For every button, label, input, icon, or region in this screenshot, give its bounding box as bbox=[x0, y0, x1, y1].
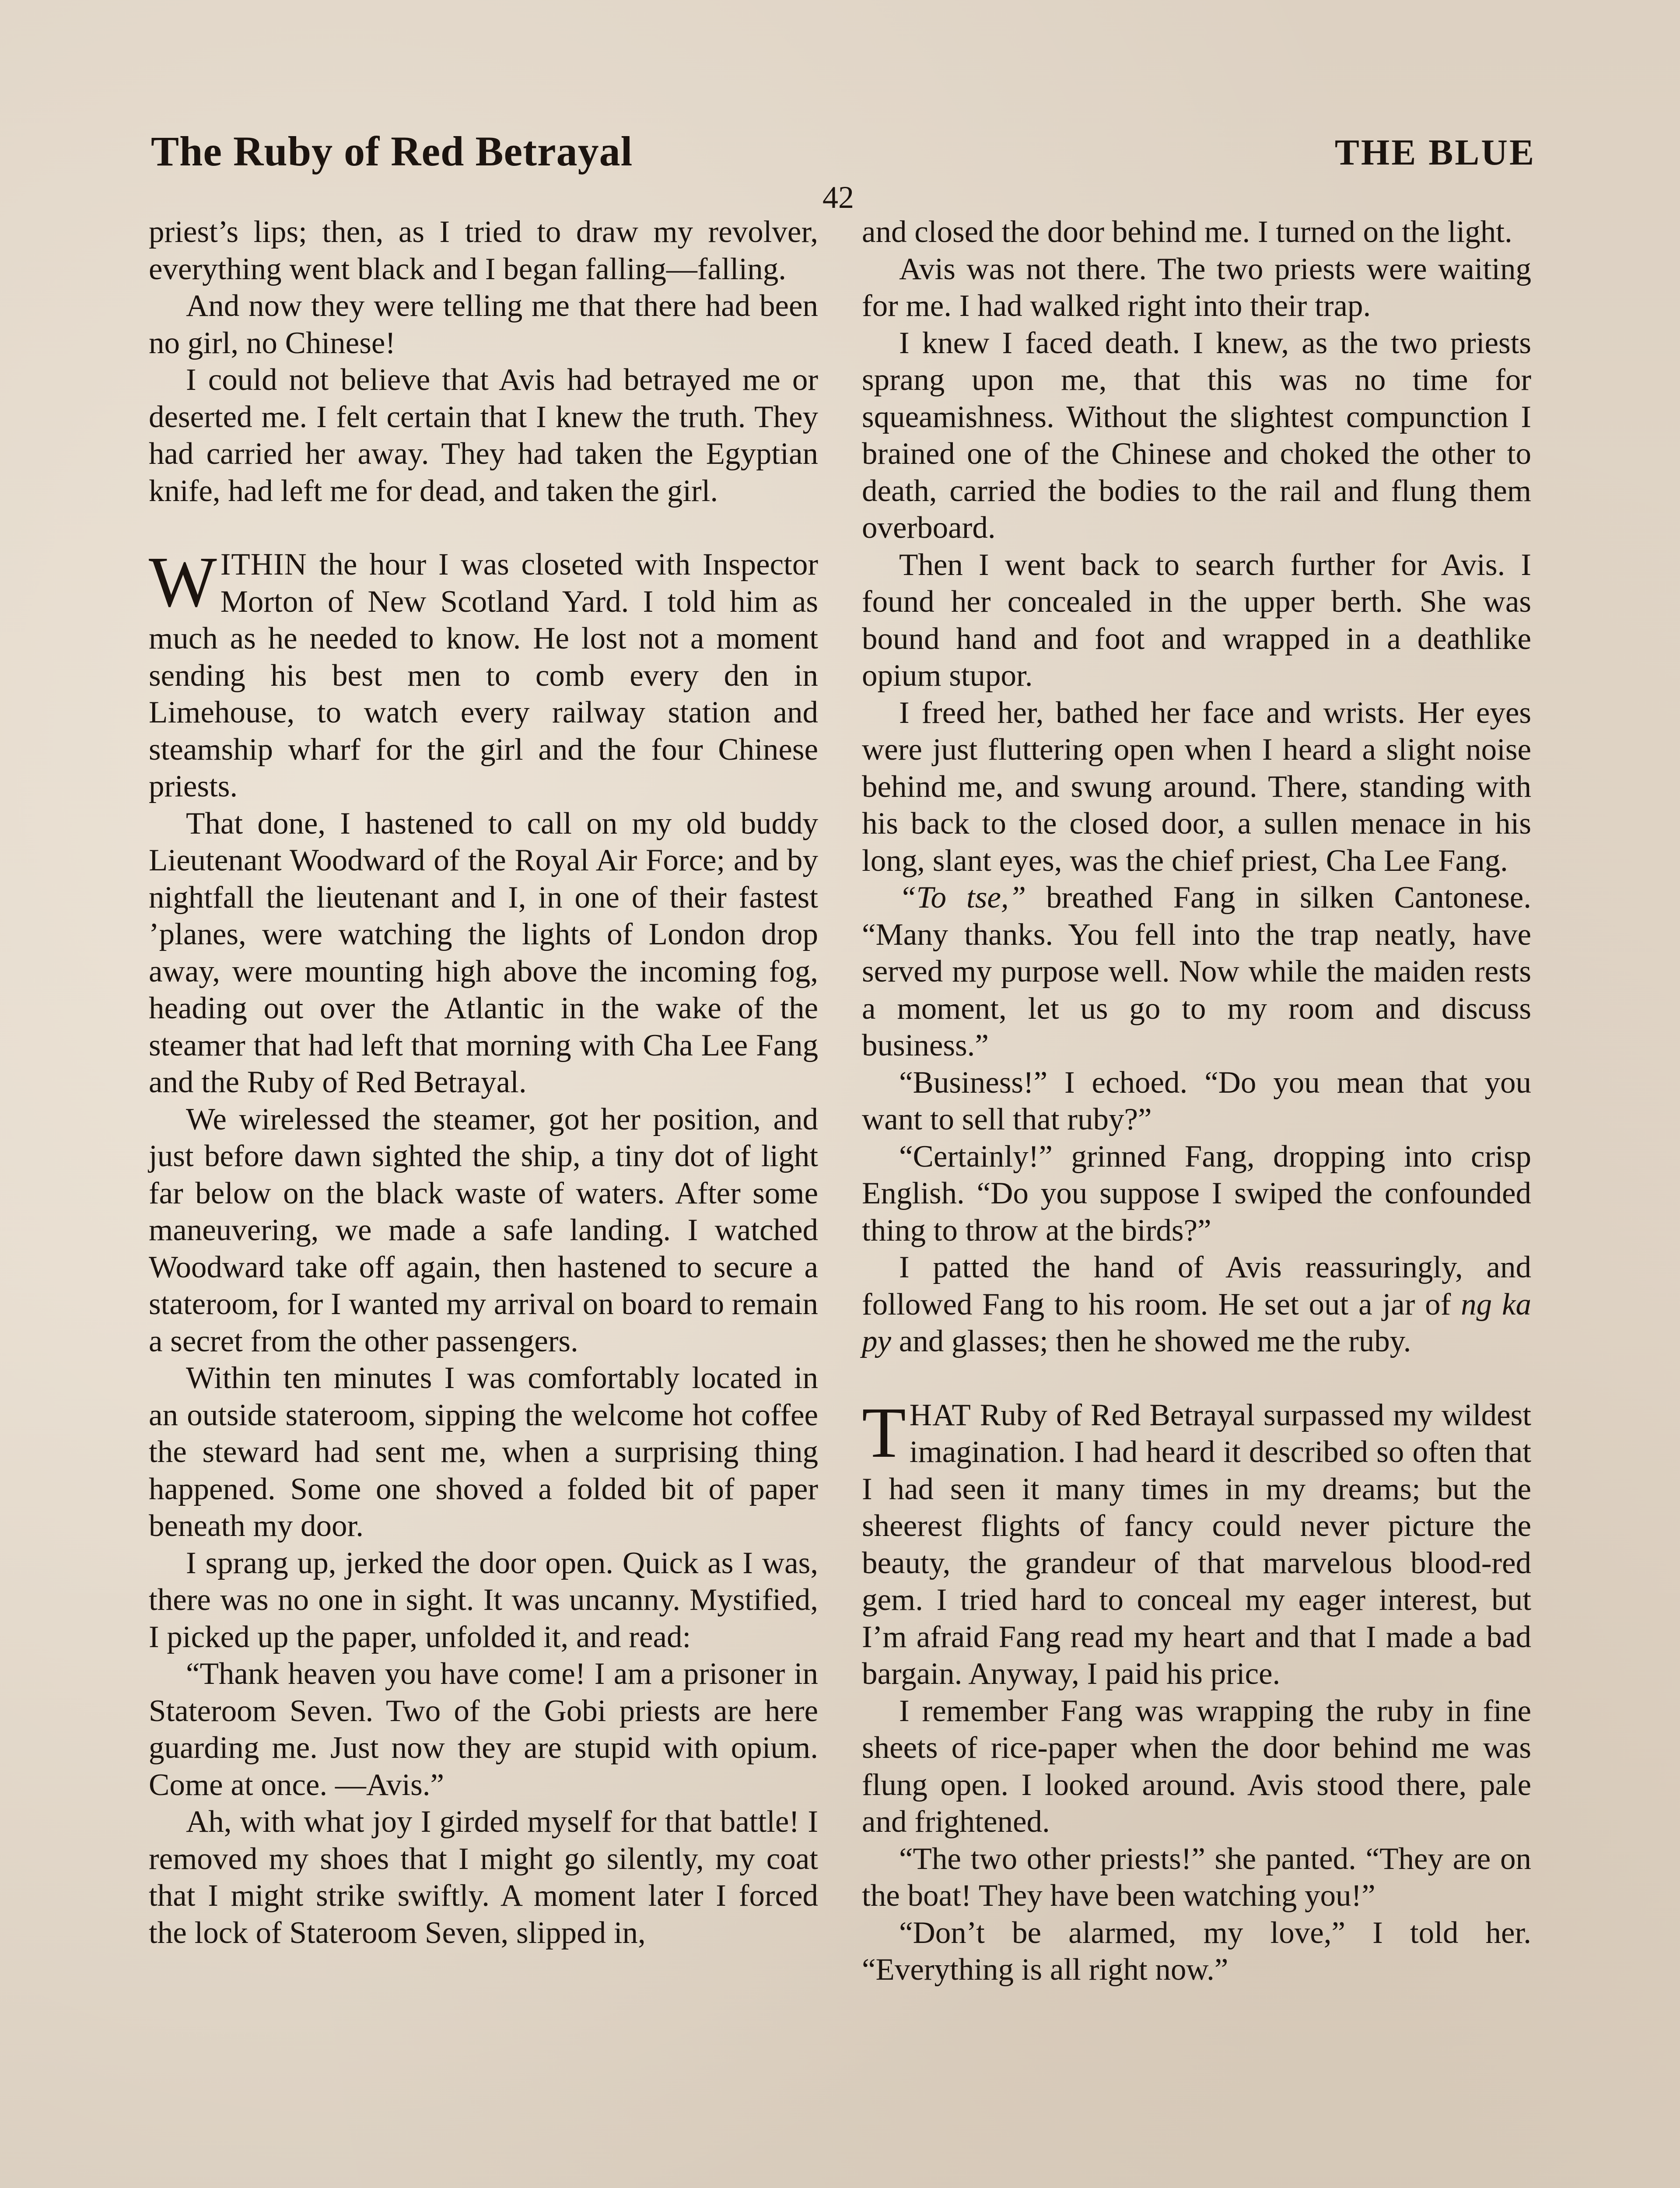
italic-phrase: ng ka py bbox=[862, 1287, 1532, 1358]
paragraph: “Thank heaven you have come! I am a prisoner in Stateroom Seven. Two of the Gobi priests are here guarding me. Just now they are stupid with opium. Come at once. —Avis.” bbox=[149, 1657, 818, 1802]
lead-in-caps: ITHIN bbox=[220, 547, 307, 582]
story-title: The Ruby of Red Betrayal bbox=[151, 128, 633, 175]
paragraph-text: I patted the hand of Avis reassuringly, and followed Fang to his room. He set out a jar of bbox=[862, 1250, 1531, 1322]
paragraph: Avis was not there. The two priests were waiting for me. I had walked right into their trap. bbox=[862, 252, 1531, 323]
paragraph: “Business!” I echoed. “Do you mean that you want to sell that ruby?” bbox=[862, 1065, 1531, 1136]
paragraph: Within ten minutes I was comfortably located in an outside stateroom, sipping the welcome hot coffee the steward had sent me, when a surprising thing happened. Some one shoved a folded bit of paper beneath my door. bbox=[149, 1361, 818, 1543]
publication-name: THE BLUE bbox=[1334, 132, 1536, 173]
paragraph-text: Ruby of Red Betrayal surpassed my wildest imagination. I had heard it described so often that I had seen it many times in my dreams; but the sheerest flights of fancy could never picture the beauty, the grandeur of that marvelous blood-red gem. I tried hard to conceal my eager interest, but I’m afraid Fang read my heart and that I made a bad bargain. Anyway, I paid his price. bbox=[862, 1398, 1531, 1691]
paragraph: And now they were telling me that there had been no girl, no Chinese! bbox=[149, 289, 818, 360]
right-text-column bbox=[862, 214, 1531, 1988]
italic-phrase: “To tse,” bbox=[899, 880, 1026, 915]
paragraph: I knew I faced death. I knew, as the two priests sprang upon me, that this was no time for squeamishness. Without the slightest compunction I brained one of the Chinese and choked the other to death, carried the bodies to the rail and flung them overboard. bbox=[862, 326, 1531, 545]
paragraph bbox=[862, 879, 1531, 1064]
paragraph: I remember Fang was wrapping the ruby in fine sheets of rice-paper when the door behind me was flung open. I looked around. Avis stood there, pale and frightened. bbox=[862, 1694, 1531, 1839]
paragraph: I freed her, bathed her face and wrists. Her eyes were just fluttering open when I heard a slight noise behind me, and swung around. There, standing with his back to the closed door, a sullen menace in his long, slant eyes, was the chief priest, Cha Lee Fang. bbox=[862, 695, 1531, 878]
page-number: 42 bbox=[822, 180, 854, 215]
paragraph: priest’s lips; then, as I tried to draw my revolver, everything went black and I began falling—falling. bbox=[149, 215, 818, 286]
paragraph bbox=[862, 1249, 1531, 1360]
drop-cap: T bbox=[862, 1392, 906, 1473]
lead-in-caps: HAT bbox=[909, 1398, 971, 1432]
paragraph-text: and glasses; then he showed me the ruby. bbox=[891, 1324, 1411, 1358]
paragraph: “Don’t be alarmed, my love,” I told her. “Everything is all right now.” bbox=[862, 1915, 1531, 1987]
paragraph: “Certainly!” grinned Fang, dropping into crisp English. “Do you suppose I swiped the confounded thing to throw at the birds?” bbox=[862, 1139, 1531, 1248]
section-opening-paragraph bbox=[149, 542, 818, 805]
section-opening-paragraph bbox=[862, 1392, 1531, 1693]
paragraph-text: breathed Fang in silken Cantonese. “Many thanks. You fell into the trap neatly, have served my purpose well. Now while the maiden rests a moment, let us go to my room and discuss business.” bbox=[862, 880, 1532, 1062]
paragraph: I could not believe that Avis had betrayed me or deserted me. I felt certain that I knew the truth. They had carried her away. They had taken the Egyptian knife, had left me for dead, and taken the girl. bbox=[149, 363, 818, 508]
left-text-column bbox=[149, 214, 818, 1951]
drop-cap: W bbox=[149, 542, 217, 622]
paragraph: Then I went back to search further for Avis. I found her concealed in the upper berth. She was bound hand and foot and wrapped in a deathlike opium stupor. bbox=[862, 547, 1531, 693]
paragraph: Ah, with what joy I girded myself for that battle! I removed my shoes that I might go silently, my coat that I might strike swiftly. A moment later I forced the lock of Stateroom Seven, slipped in, bbox=[149, 1805, 818, 1950]
paragraph: We wirelessed the steamer, got her position, and just before dawn sighted the ship, a tiny dot of light far below on the black waste of waters. After some maneuvering, we made a safe landing. I watched Woodward take off again, then hastened to secure a stateroom, for I wanted my arrival on board to remain a secret from the other passengers. bbox=[149, 1102, 818, 1358]
paragraph: I sprang up, jerked the door open. Quick as I was, there was no one in sight. It was uncanny. Mystified, I picked up the paper, unfolded it, and read: bbox=[149, 1546, 818, 1654]
paragraph-text: the hour I was closeted with Inspector Morton of New Scotland Yard. I told him as much as he needed to know. He lost not a moment sending his best men to comb every den in Limehouse, to watch every railway station and steamship wharf for the girl and the four Chinese priests. bbox=[149, 547, 818, 803]
paragraph: That done, I hastened to call on my old buddy Lieutenant Woodward of the Royal Air Force; and by nightfall the lieutenant and I, in one of their fastest ’planes, were watching the lights of London drop away, were mounting high above the incoming fog, heading out over the Atlantic in the wake of the steamer that had left that morning with Cha Lee Fang and the Ruby of Red Betrayal. bbox=[149, 806, 818, 1099]
paragraph: and closed the door behind me. I turned on the light. bbox=[862, 215, 1512, 249]
paragraph: “The two other priests!” she panted. “They are on the boat! They have been watching you!” bbox=[862, 1841, 1531, 1913]
